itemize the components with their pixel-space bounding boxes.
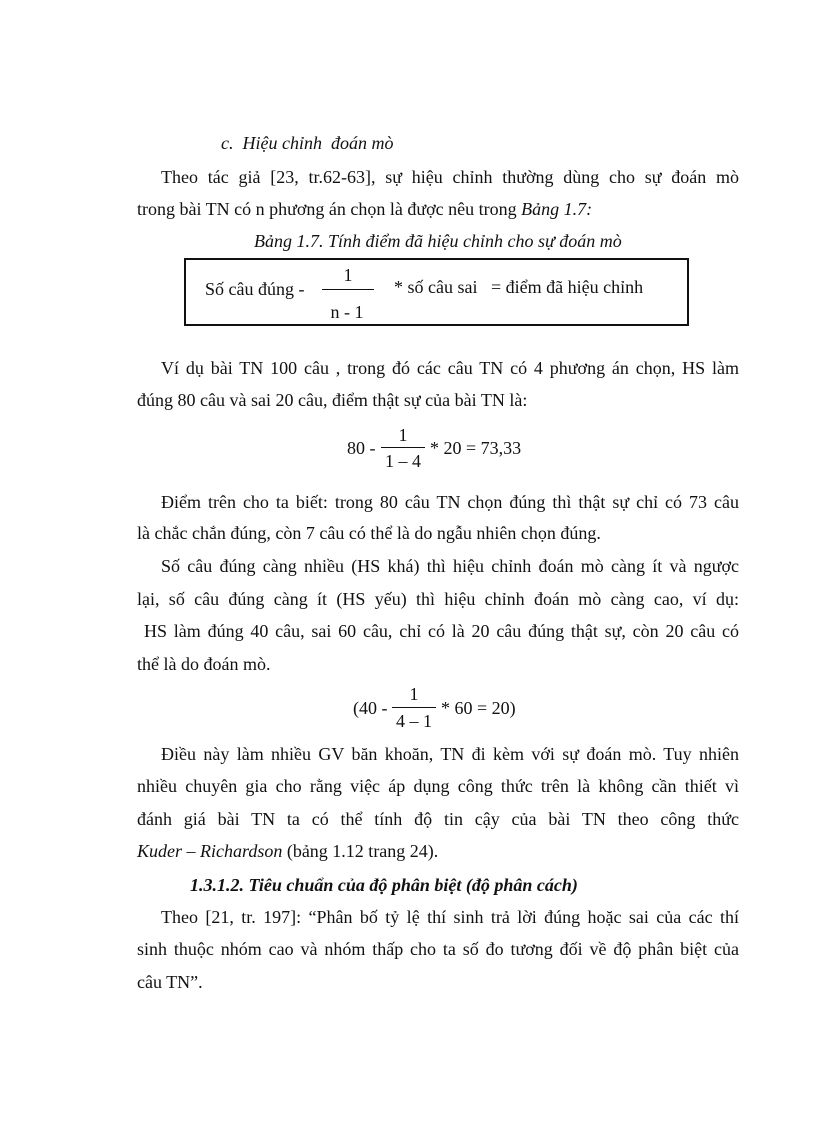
section-c-marker: c. — [221, 133, 234, 153]
equation2-right: * 60 = 20) — [441, 698, 516, 718]
para3-line1: Số câu đúng càng nhiều (HS khá) thì hiệu chỉnh đoán mò càng ít và ngược — [161, 556, 739, 576]
para1-line1: Theo tác giả [23, tr.62-63], sự hiệu chỉnh thường dùng cho sự đoán mò — [161, 167, 739, 187]
equation1-denominator: 1 – 4 — [385, 451, 421, 471]
para4-line2: thể là do đoán mò. — [137, 654, 271, 674]
para2-line1: Điểm trên cho ta biết: trong 80 câu TN chọn đúng thì thật sự chỉ có 73 câu — [161, 492, 739, 512]
equation1-right: * 20 = 73,33 — [430, 438, 522, 458]
formula-box-numerator: 1 — [343, 265, 353, 285]
equation2-numerator: 1 — [409, 684, 419, 704]
equation2-denominator: 4 – 1 — [396, 711, 432, 731]
kuder-richardson-reference: Kuder – Richardson — [137, 841, 283, 861]
para3-line2: lại, số câu đúng càng ít (HS yếu) thì hiệu chỉnh đoán mò càng cao, ví dụ: — [137, 589, 739, 609]
para4-line1: HS làm đúng 40 câu, sai 60 câu, chỉ có là 20 câu đúng thật sự, còn 20 câu có — [144, 621, 739, 641]
para5-line2: nhiều chuyên gia cho rằng việc áp dụng công thức trên là không cần thiết vì — [137, 776, 739, 796]
formula-box-denominator: n - 1 — [330, 302, 364, 322]
section-c-heading — [221, 132, 393, 154]
para6-line2: sinh thuộc nhóm cao và nhóm thấp cho ta số đo tương đối về độ phân biệt của — [137, 939, 739, 959]
para5-line3: đánh giá bài TN ta có thể tính độ tin cậy của bài TN theo công thức — [137, 809, 739, 829]
table-caption: Bảng 1.7. Tính điểm đã hiệu chỉnh cho sự đoán mò — [254, 231, 622, 251]
equation2-fraction-bar — [392, 707, 436, 708]
para5-line4-text: (bảng 1.12 trang 24). — [282, 841, 439, 861]
formula-box-right: * số câu sai = điểm đã hiệu chỉnh — [394, 277, 644, 297]
para1-line2-text: trong bài TN có n phương án chọn là được nêu trong — [137, 199, 522, 219]
formula-box-fraction-bar — [322, 289, 374, 290]
equation1-numerator: 1 — [398, 425, 408, 445]
para6-line1: Theo [21, tr. 197]: “Phân bố tỷ lệ thí sinh trả lời đúng hoặc sai của các thí — [161, 907, 739, 927]
para5-line1: Điều này làm nhiều GV băn khoăn, TN đi kèm với sự đoán mò. Tuy nhiên — [161, 744, 739, 764]
para2-line2: là chắc chắn đúng, còn 7 câu có thể là do ngẫu nhiên chọn đúng. — [137, 523, 601, 543]
heading-1-3-1-2: 1.3.1.2. Tiêu chuẩn của độ phân biệt (độ phân cách) — [190, 875, 578, 895]
example1-line1: Ví dụ bài TN 100 câu , trong đó các câu TN có 4 phương án chọn, HS làm — [161, 358, 739, 378]
para5-line4 — [137, 840, 438, 862]
equation2-left: (40 - — [353, 698, 388, 718]
equation1-fraction-bar — [381, 447, 425, 448]
para1-line2 — [137, 198, 592, 220]
para6-line3: câu TN”. — [137, 972, 203, 992]
section-c-title: Hiệu chỉnh đoán mò — [242, 133, 394, 153]
example1-line2: đúng 80 câu và sai 20 câu, điểm thật sự của bài TN là: — [137, 390, 528, 410]
table-reference: Bảng 1.7: — [521, 199, 593, 219]
equation1-left: 80 - — [347, 438, 376, 458]
formula-box-left: Số câu đúng - — [205, 279, 305, 299]
